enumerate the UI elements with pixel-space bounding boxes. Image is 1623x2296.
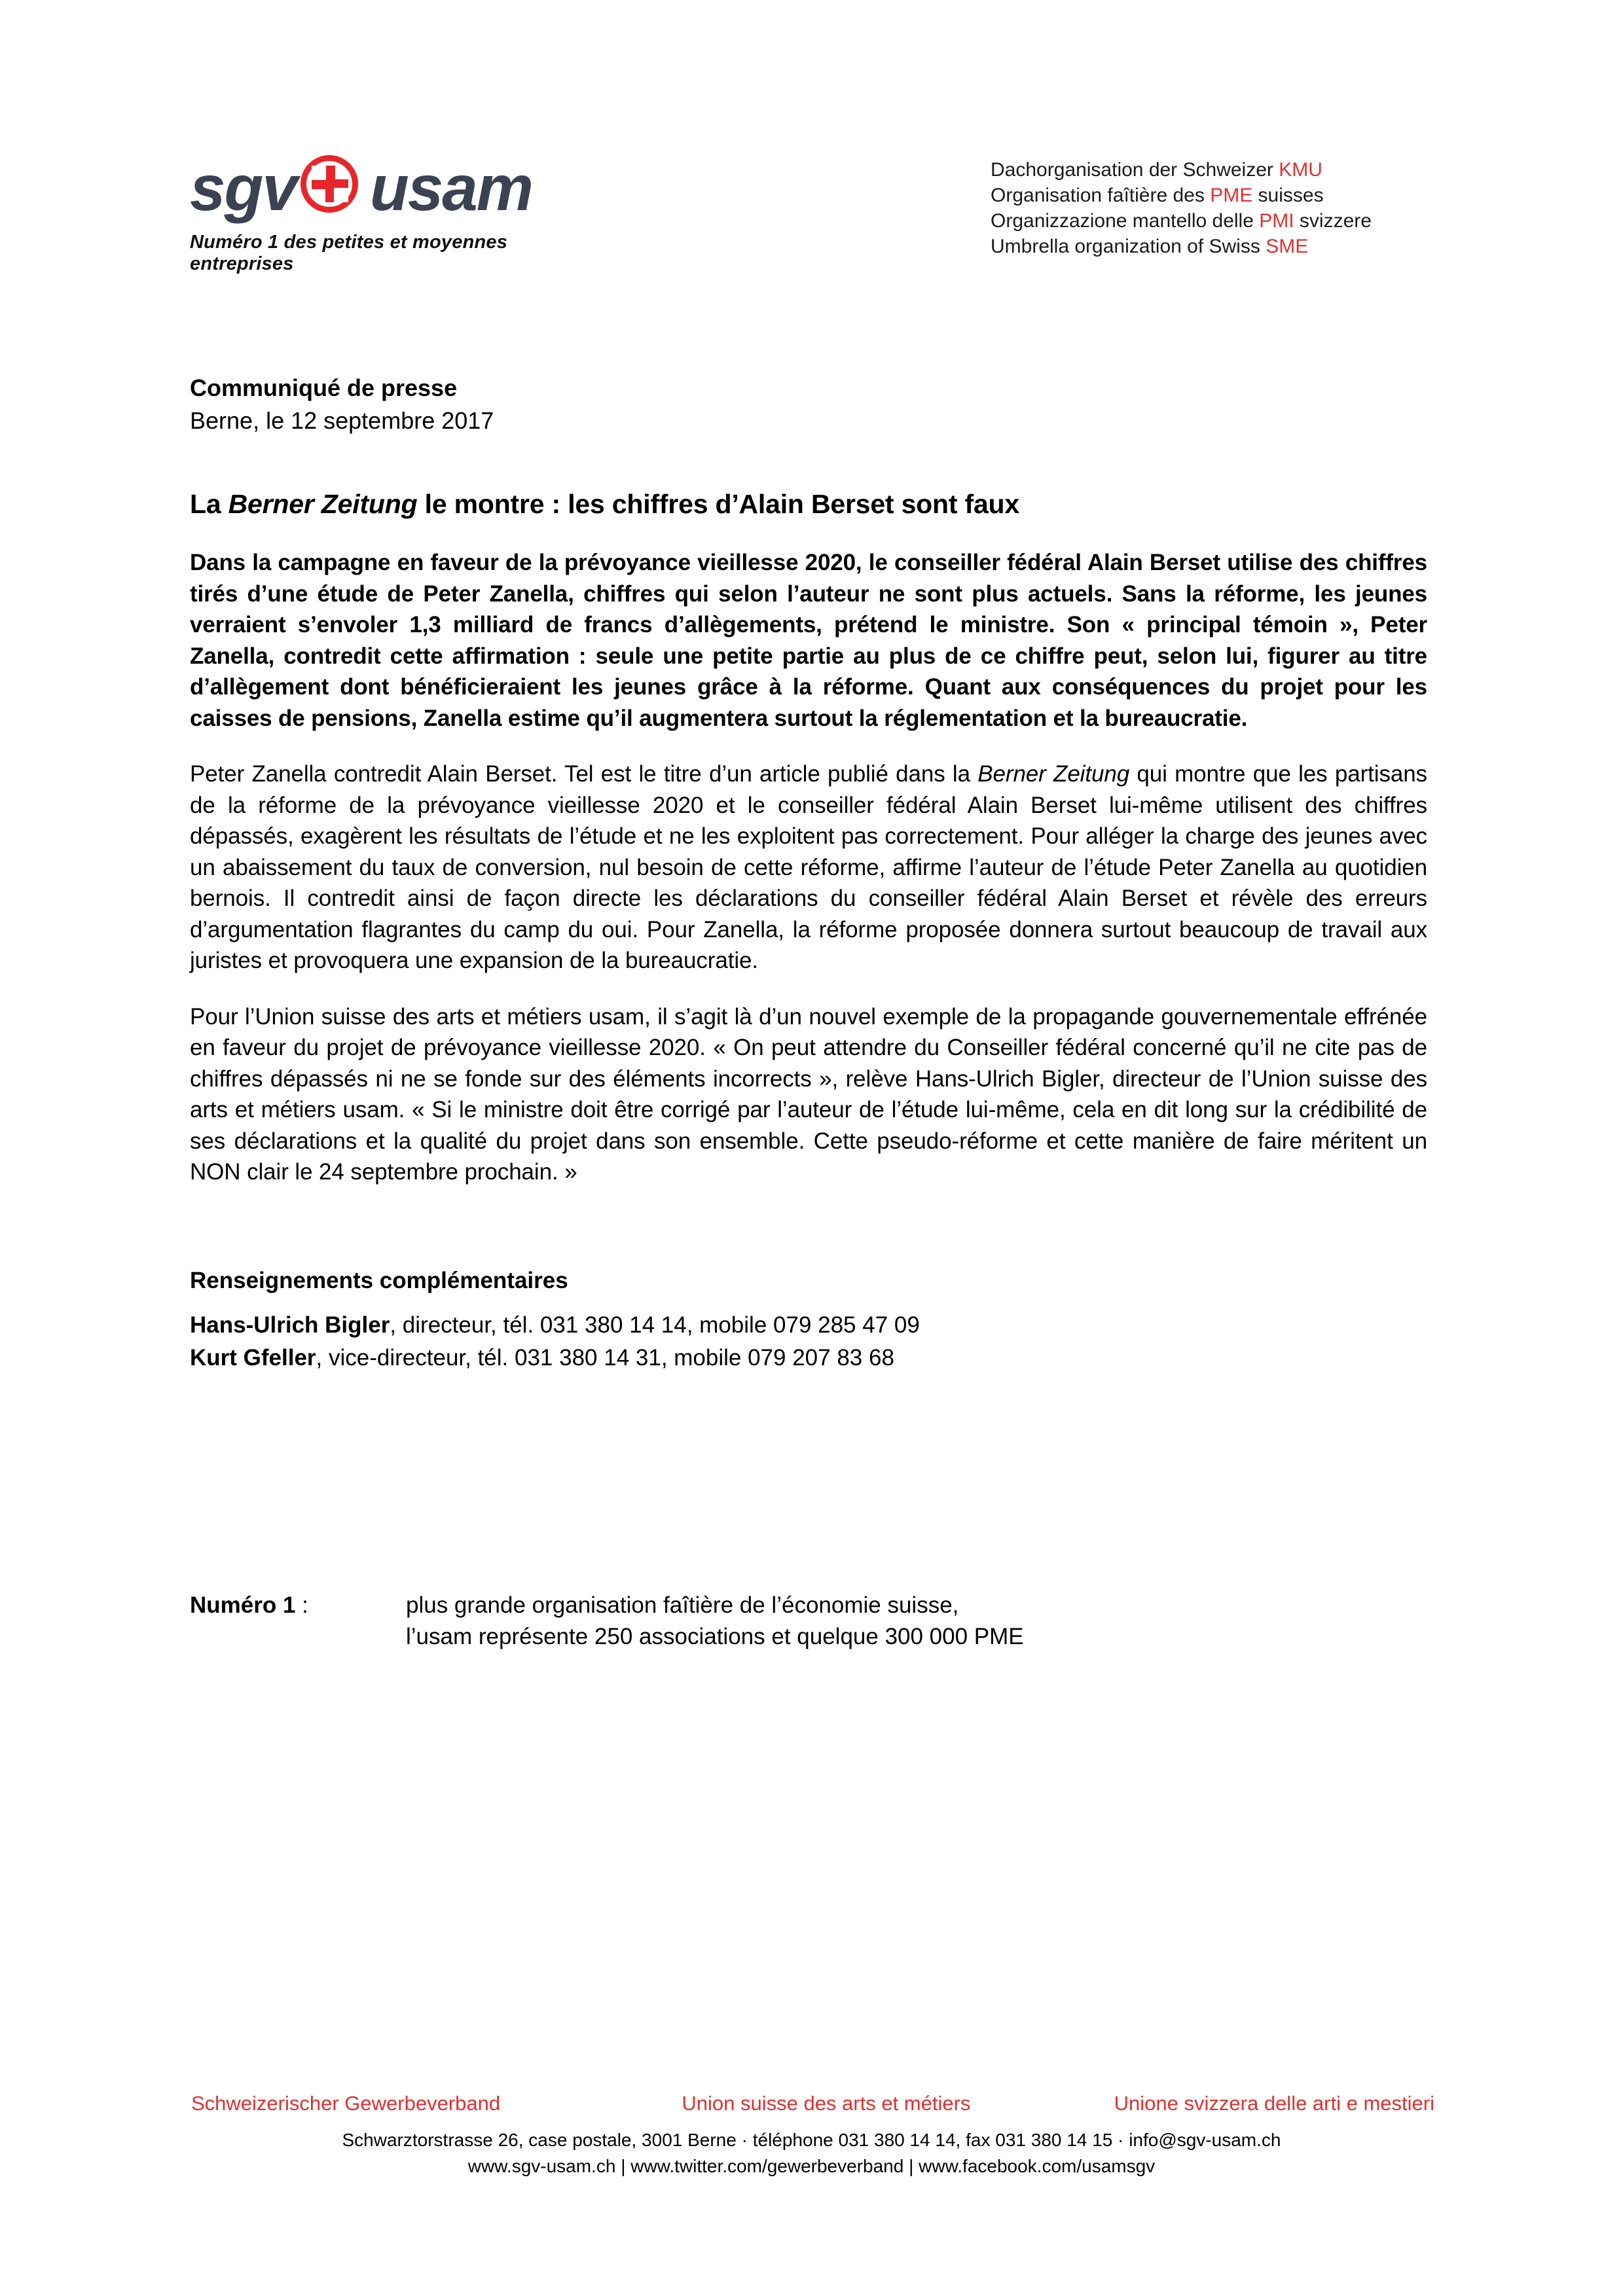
contact-person-1-name: Hans-Ulrich Bigler [190, 1312, 390, 1338]
numero-label [190, 1590, 321, 1621]
page-footer [0, 2090, 1623, 2179]
footer-org-name-de: Schweizerischer Gewerbeverband [191, 2092, 501, 2115]
lead-paragraph: Dans la campagne en faveur de la prévoyance vieillesse 2020, le conseiller fédéral Alain Berset utilise des chiffres tirés d’une étude de Peter Zanella, chiffres qui selon l’auteur ne sont plus actuels. Sans la réforme, les jeunes verraient s’envoler 1,3 milliard de francs d’allègements, prétend le ministre. Son « principal témoin », Peter Zanella, contredit cette affirmation : seule une petite partie au plus de ce chiffre peut, selon lui, figurer au titre d’allègement dont bénéficieraient les jeunes grâce à la réforme. Quant aux conséquences du projet pour les caisses de pensions, Zanella estime qu’il augmentera surtout la réglementation et la bureaucratie. [190, 550, 1427, 731]
headline-italic-berner-zeitung: Berner Zeitung [228, 489, 418, 519]
footer-org-name-it: Unione svizzera delle arti e mestieri [1114, 2092, 1434, 2115]
paragraph-italic-berner-zeitung: Berner Zeitung [977, 761, 1130, 787]
accent-sme: SME [1266, 236, 1309, 257]
numero-description-line-1: plus grande organisation faîtière de l’économie suisse, [406, 1592, 959, 1618]
footer-org-name-fr: Union suisse des arts et métiers [682, 2092, 971, 2115]
page-title: La Berner Zeitung le montre : les chiffres d’Alain Berset sont faux [190, 489, 1020, 519]
contacts-heading: Renseignements complémentaires [190, 1267, 568, 1293]
numero-description [406, 1590, 1434, 1653]
contact-person-2-details: , vice-directeur, tél. 031 380 14 31, mobile 079 207 83 68 [316, 1344, 894, 1371]
logo-tagline: Numéro 1 des petites et moyennes entreprises [190, 232, 508, 274]
header-language-line-de: Dachorganisation der Schweizer KMU [991, 159, 1322, 181]
footer-address-line-2: www.sgv-usam.ch | www.twitter.com/gewerbeverband | www.facebook.com/usamsgv [467, 2156, 1156, 2176]
accent-pmi: PMI [1259, 210, 1294, 232]
numero-label-colon: : [295, 1592, 308, 1618]
numero-block [190, 1590, 1434, 1653]
contact-person-1-details: , directeur, tél. 031 380 14 14, mobile 079 285 47 09 [390, 1312, 920, 1338]
body-paragraph-1: Peter Zanella contredit Alain Berset. Tel est le titre d’un article publié dans la Berner Zeitung qui montre que les partisans de la réforme de la prévoyance vieillesse 2020 et le conseiller fédéral Alain Berset lui-même utilisent des chiffres dépassés, exagèrent les résultats de l’étude et ne les exploitent pas correctement. Pour alléger la charge des jeunes avec un abaissement du taux de conversion, nul besoin de cette réforme, affirme l’auteur de l’étude Peter Zanella au quotidien bernois. Il contredit ainsi de façon directe les déclarations du conseiller fédéral Alain Berset et révèle des erreurs d’argumentation flagrantes du camp du oui. Pour Zanella, la réforme proposée donnera surtout beaucoup de travail aux juristes et provoquera une expansion de la bureaucratie. [190, 761, 1427, 973]
logo-text-sgv: sgv [190, 152, 297, 224]
contact-person-1 [190, 1310, 1434, 1341]
logo-text-usam: usam [369, 152, 532, 224]
header-language-line-fr: Organisation faîtière des PME suisses [991, 185, 1324, 206]
logo-wordmark [190, 149, 609, 226]
footer-address-line-1: Schwarztorstrasse 26, case postale, 3001 Berne · téléphone 031 380 14 14, fax 031 380 14 15 · info@sgv-usam.ch [342, 2130, 1281, 2150]
document-body [190, 373, 1434, 1653]
header-language-line-it: Organizzazione mantello delle PMI svizzere [991, 210, 1372, 232]
body-paragraph-2: Pour l’Union suisse des arts et métiers usam, il s’agit là d’un nouvel exemple de la propagande gouvernementale effrénée en faveur du projet de prévoyance vieillesse 2020. « On peut attendre du Conseiller fédéral concerné qu’il ne cite pas de chiffres dépassés ni ne se fonde sur des éléments incorrects », relève Hans-Ulrich Bigler, directeur de l’Union suisse des arts et métiers usam. « Si le ministre doit être corrigé par l’auteur de l’étude lui-même, cela en dit long sur la crédibilité de ses déclarations et la qualité du projet dans son ensemble. Cette pseudo-réforme et cette manière de faire méritent un NON clair le 24 septembre prochain. » [190, 1003, 1427, 1185]
document-type-label: Communiqué de presse [190, 374, 458, 401]
page-header [0, 149, 1623, 280]
numero-label-bold: Numéro 1 [190, 1592, 296, 1618]
swiss-cross-circle-icon [298, 152, 369, 223]
contact-person-2-name: Kurt Gfeller [190, 1344, 316, 1371]
header-language-list [991, 157, 1372, 259]
header-language-line-en: Umbrella organization of Swiss SME [991, 236, 1309, 257]
footer-org-names [0, 2090, 1623, 2117]
usam-logo [190, 149, 609, 275]
accent-kmu: KMU [1279, 159, 1322, 181]
accent-pme: PME [1210, 185, 1253, 206]
numero-description-line-2: l’usam représente 250 associations et quelque 300 000 PME [406, 1623, 1024, 1649]
dateline: Berne, le 12 septembre 2017 [190, 407, 494, 434]
contact-person-2 [190, 1342, 1434, 1374]
